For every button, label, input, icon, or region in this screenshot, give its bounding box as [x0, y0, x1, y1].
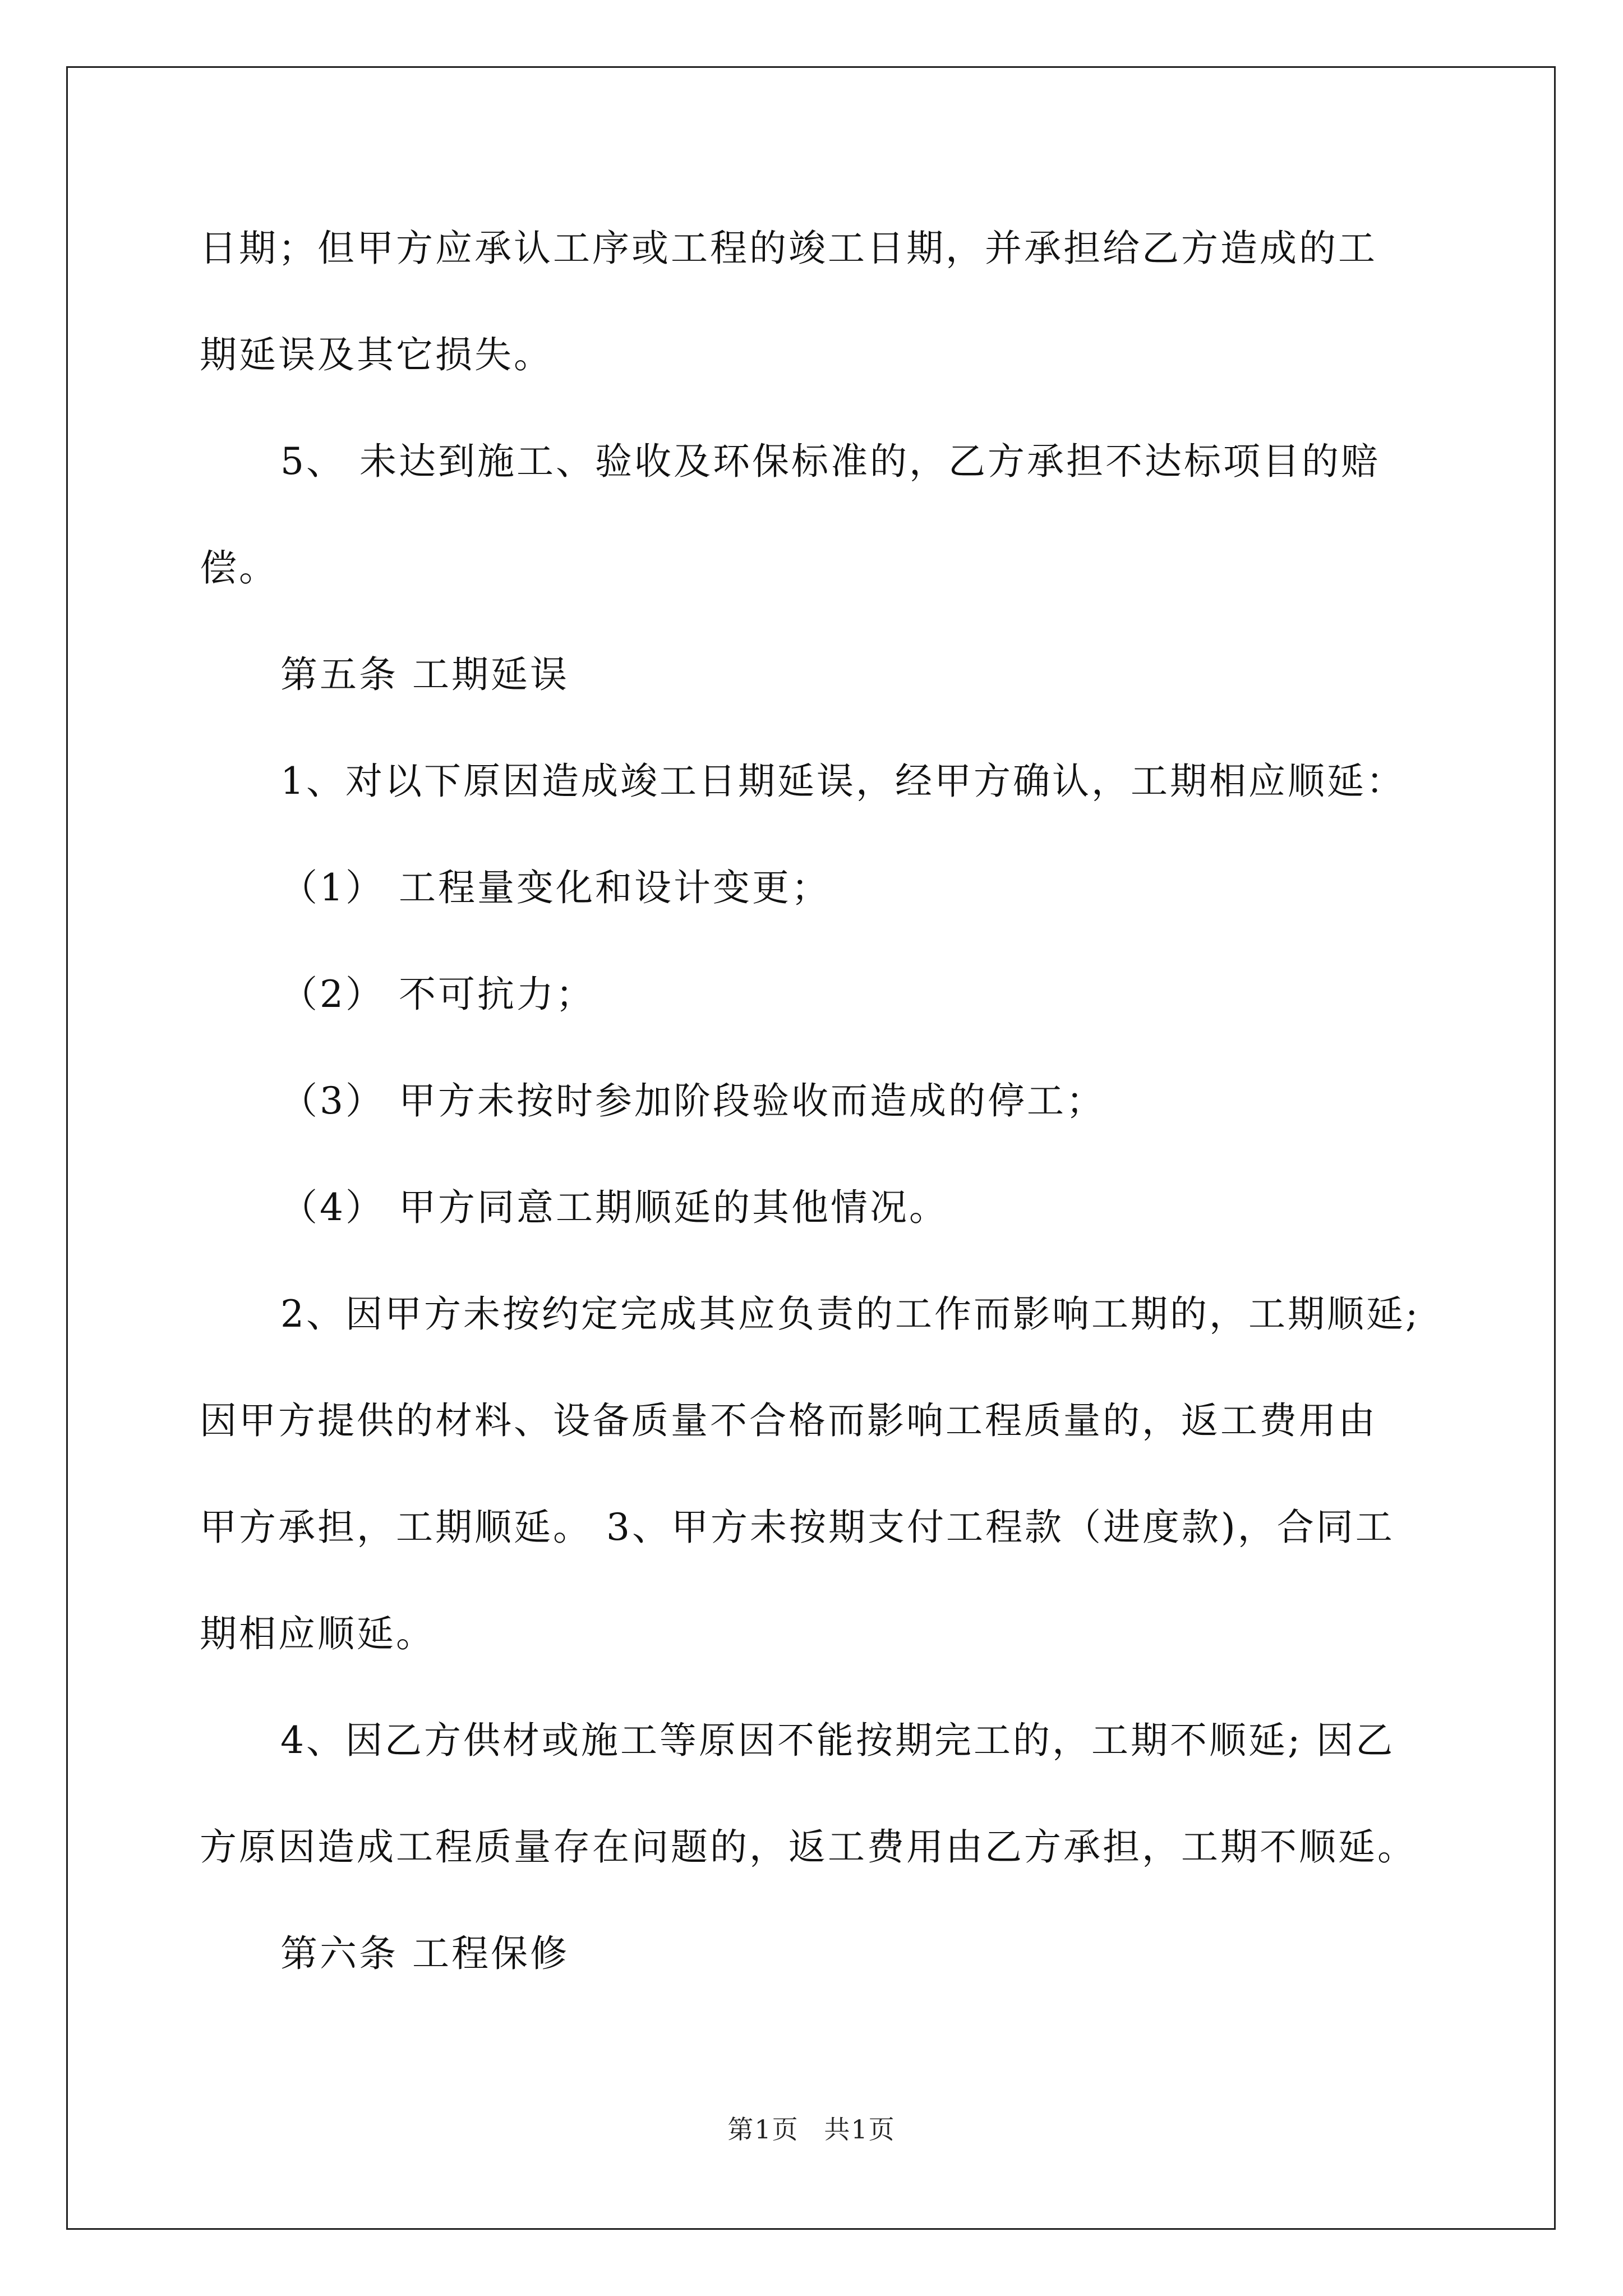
page-number-current: 第1页	[727, 2114, 799, 2145]
paragraph-line: 偿。	[200, 546, 278, 590]
paragraph-line: 2、因甲方未按约定完成其应负责的工作而影响工期的，工期顺延;	[280, 1292, 1421, 1336]
paragraph-line: 甲方承担，工期顺延。 3、甲方未按期支付工程款（进度款)，合同工	[200, 1506, 1395, 1549]
list-item: （3） 甲方未按时参加阶段验收而造成的停工；	[280, 1079, 1105, 1122]
list-item: （4） 甲方同意工期顺延的其他情况。	[280, 1186, 948, 1229]
paragraph-line: 期延误及其它损失。	[200, 333, 553, 376]
paragraph-line: 因甲方提供的材料、设备质量不合格而影响工程质量的，返工费用由	[200, 1399, 1377, 1442]
paragraph-line: 4、因乙方供材或施工等原因不能按期完工的，工期不顺延; 因乙	[280, 1719, 1395, 1762]
page-number-total: 共1页	[824, 2114, 896, 2145]
list-item: （2） 不可抗力；	[280, 973, 595, 1016]
paragraph-line: 期相应顺延。	[200, 1612, 435, 1655]
paragraph-line: 1、对以下原因造成竣工日期延误，经甲方确认，工期相应顺延：	[280, 760, 1405, 803]
paragraph-line: 日期；但甲方应承认工序或工程的竣工日期，并承担给乙方造成的工	[200, 227, 1377, 270]
paragraph-line: 5、 未达到施工、验收及环保标准的，乙方承担不达标项目的赔	[280, 440, 1380, 483]
paragraph-line: 方原因造成工程质量存在问题的，返工费用由乙方承担，工期不顺延。	[200, 1825, 1417, 1869]
section-heading-6: 第六条 工程保修	[280, 1932, 569, 1975]
list-item: （1） 工程量变化和设计变更；	[280, 866, 831, 909]
page-footer	[0, 2109, 1623, 2146]
section-heading-5: 第五条 工期延误	[280, 653, 569, 696]
